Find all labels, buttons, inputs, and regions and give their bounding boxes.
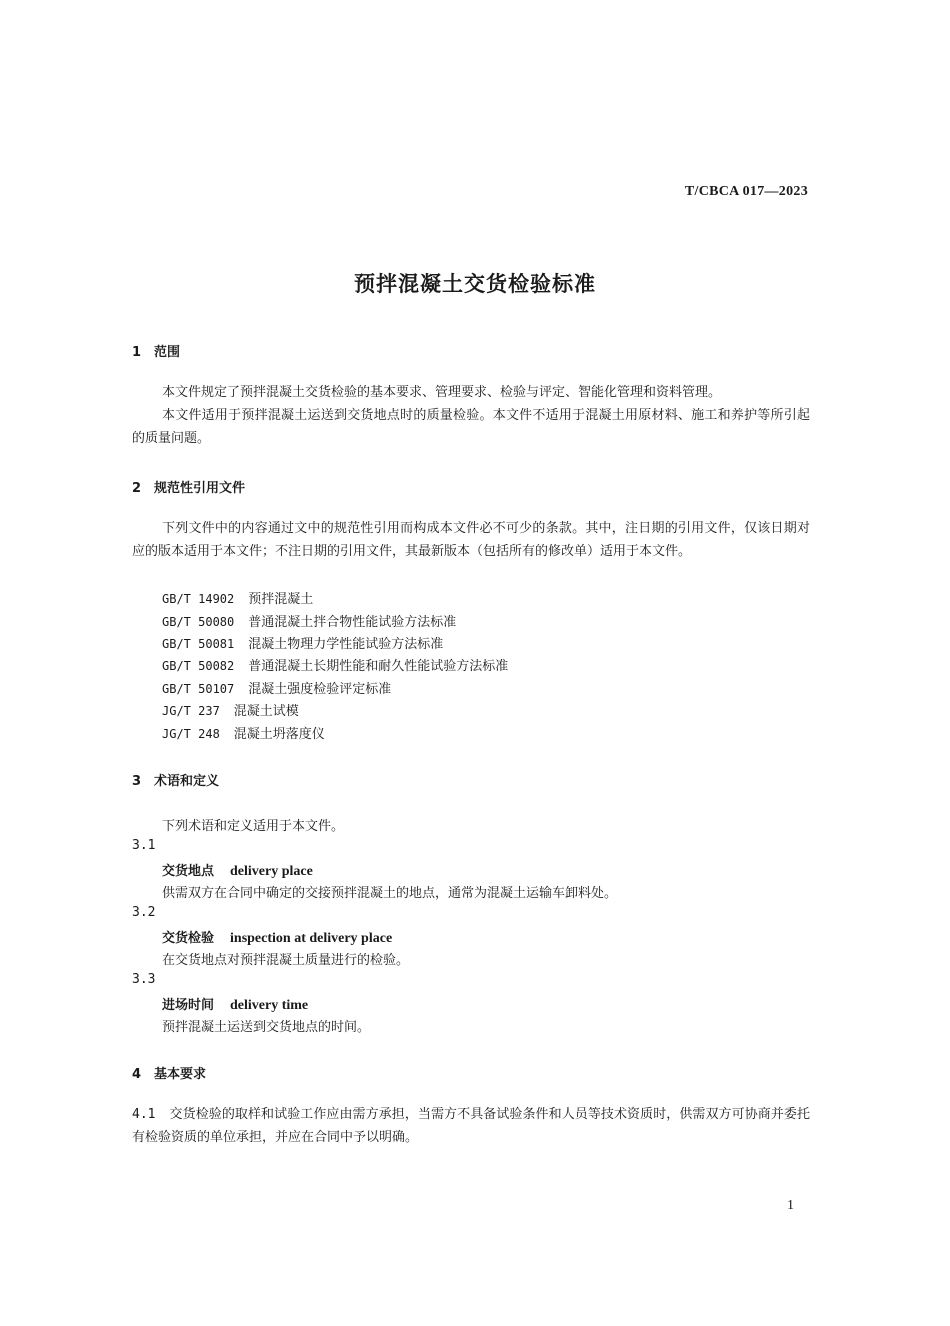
section-1-heading	[132, 341, 180, 360]
term-chinese: 交货检验	[162, 931, 215, 946]
normative-references-intro: 下列文件中的内容通过文中的规范性引用而构成本文件必不可少的条款。其中，注日期的引用文件，仅该日期对应的版本适用于本文件；不注日期的引用文件，其最新版本（包括所有的修改单）适用于本文件。	[132, 521, 810, 559]
term-definition: 供需双方在合同中确定的交接预拌混凝土的地点，通常为混凝土运输车卸料处。	[162, 886, 618, 901]
term-entry	[162, 994, 308, 1014]
reference-title: 混凝土坍落度仪	[233, 727, 325, 742]
reference-code: JG/T 237	[162, 704, 220, 718]
reference-code: JG/T 248	[162, 727, 220, 741]
section-number: 1	[132, 345, 142, 360]
reference-item	[162, 588, 313, 607]
clause-4-1-paragraph	[132, 1104, 810, 1149]
term-definition: 预拌混凝土运送到交货地点的时间。	[162, 1020, 371, 1035]
reference-code: GB/T 50081	[162, 637, 235, 651]
section-number: 2	[132, 481, 142, 496]
section-number: 4	[132, 1067, 142, 1082]
reference-title: 预拌混凝土	[248, 592, 314, 607]
reference-code: GB/T 50107	[162, 682, 235, 696]
term-english: inspection at delivery place	[230, 931, 393, 946]
reference-item	[162, 678, 391, 697]
reference-code: GB/T 50082	[162, 659, 235, 673]
clause-number: 3.2	[132, 905, 156, 920]
clause-number: 3.3	[132, 972, 156, 987]
reference-item	[162, 655, 508, 674]
reference-item	[162, 633, 443, 652]
document-title: 预拌混凝土交货检验标准	[354, 272, 596, 296]
clause-number: 3.1	[132, 838, 156, 853]
term-english: delivery time	[230, 998, 309, 1013]
reference-item	[162, 700, 299, 719]
section-number: 3	[132, 774, 142, 789]
reference-title: 混凝土强度检验评定标准	[248, 682, 392, 697]
section-4-heading	[132, 1063, 206, 1082]
clause-text: 交货检验的取样和试验工作应由需方承担，当需方不具备试验条件和人员等技术资质时，供需双方可协商并委托有检验资质的单位承担，并应在合同中予以明确。	[132, 1107, 810, 1145]
scope-paragraph-2: 本文件适用于预拌混凝土运送到交货地点时的质量检验。本文件不适用于混凝土用原材料、施工和养护等所引起的质量问题。	[132, 408, 810, 446]
reference-title: 混凝土试模	[233, 704, 299, 719]
term-english: delivery place	[230, 864, 313, 879]
reference-title: 普通混凝土拌合物性能试验方法标准	[248, 615, 457, 630]
section-title: 规范性引用文件	[154, 481, 246, 496]
section-2-heading	[132, 477, 245, 496]
reference-title: 混凝土物理力学性能试验方法标准	[248, 637, 444, 652]
page-number: 1	[787, 1198, 794, 1213]
reference-item	[162, 723, 325, 742]
section-title: 基本要求	[154, 1067, 207, 1082]
terms-intro: 下列术语和定义适用于本文件。	[162, 819, 345, 834]
reference-item	[162, 611, 456, 630]
term-entry	[162, 860, 313, 880]
term-chinese: 进场时间	[162, 998, 215, 1013]
term-entry	[162, 927, 392, 947]
scope-paragraph-1: 本文件规定了预拌混凝土交货检验的基本要求、管理要求、检验与评定、智能化管理和资料管理。	[162, 385, 722, 400]
reference-title: 普通混凝土长期性能和耐久性能试验方法标准	[248, 659, 509, 674]
clause-number: 4.1	[132, 1107, 156, 1122]
section-title: 范围	[154, 345, 181, 360]
section-3-heading	[132, 770, 219, 789]
document-code: T/CBCA 017—2023	[684, 184, 808, 199]
reference-code: GB/T 50080	[162, 615, 235, 629]
section-title: 术语和定义	[154, 774, 220, 789]
reference-code: GB/T 14902	[162, 592, 235, 606]
term-definition: 在交货地点对预拌混凝土质量进行的检验。	[162, 953, 410, 968]
term-chinese: 交货地点	[162, 864, 215, 879]
